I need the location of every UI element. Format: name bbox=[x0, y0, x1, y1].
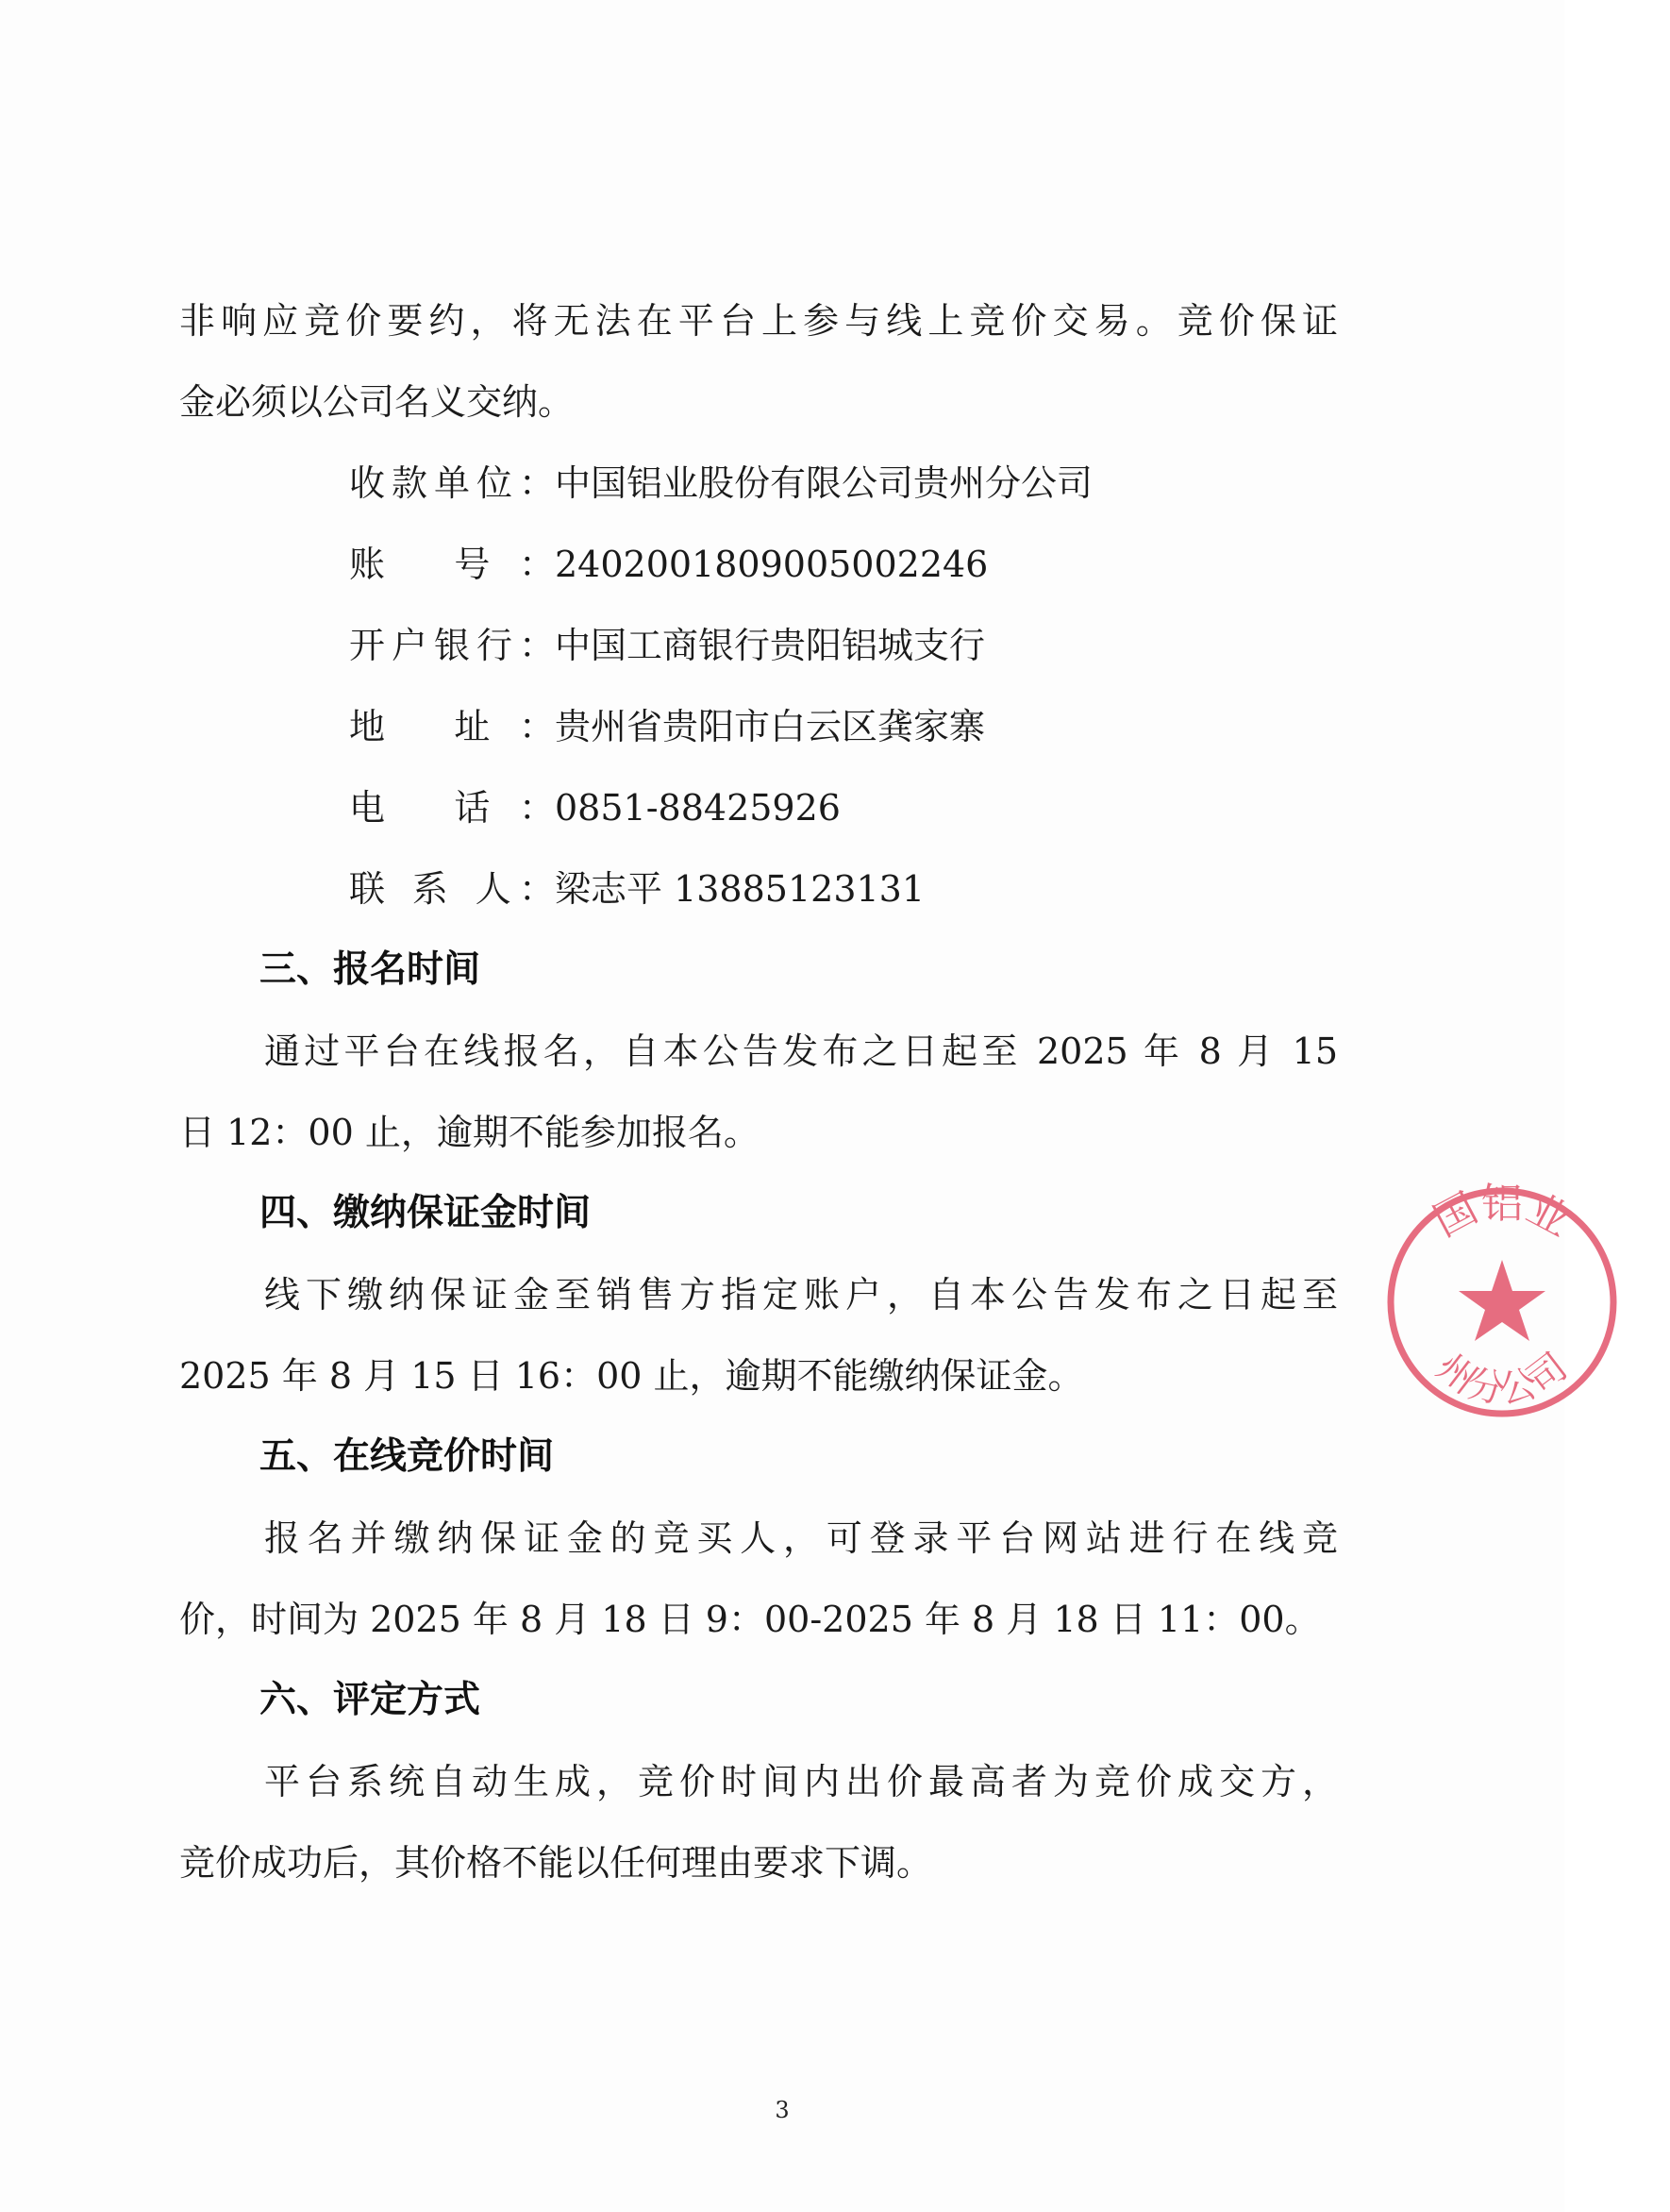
section-heading-registration: 三、报名时间 bbox=[259, 948, 481, 991]
account-label: 账 号： bbox=[349, 544, 555, 585]
account-label: 电 话： bbox=[349, 787, 555, 829]
account-row-address bbox=[349, 704, 985, 749]
account-row-bank bbox=[349, 623, 985, 668]
seal-top-text bbox=[1427, 1180, 1578, 1247]
section-line: 通过平台在线报名，自本公告发布之日起至 2025 年 8 月 15 bbox=[264, 1031, 1338, 1072]
section-heading-evaluation: 六、评定方式 bbox=[259, 1679, 481, 1721]
account-value: 0851-88425926 bbox=[555, 787, 841, 829]
seal-top-textpath: 国铝业 bbox=[1426, 1180, 1578, 1247]
section-line: 价，时间为 2025 年 8 月 18 日 9：00-2025 年 8 月 18 日 11：00。 bbox=[179, 1599, 1321, 1640]
account-row-contact bbox=[349, 866, 925, 912]
seal-bottom-textpath: 州分公司 bbox=[1428, 1345, 1576, 1413]
seal-star bbox=[1459, 1260, 1545, 1341]
account-row-payee bbox=[349, 461, 1093, 506]
account-label: 收款单位： bbox=[349, 462, 555, 504]
account-value: 贵州省贵阳市白云区龚家寨 bbox=[555, 706, 986, 747]
seal-stamp-icon bbox=[1387, 1147, 1670, 1458]
section-line: 日 12：00 止，逾期不能参加报名。 bbox=[179, 1112, 760, 1153]
section-line: 报名并缴纳保证金的竞买人，可登录平台网站进行在线竞 bbox=[264, 1517, 1338, 1559]
page-number: 3 bbox=[775, 2097, 790, 2123]
account-row-number bbox=[349, 542, 988, 587]
section-heading-deposit: 四、缴纳保证金时间 bbox=[259, 1192, 592, 1234]
intro-line-1: 非响应竞价要约，将无法在平台上参与线上竞价交易。竞价保证 bbox=[179, 300, 1338, 342]
intro-line-2: 金必须以公司名义交纳。 bbox=[179, 381, 575, 423]
company-seal bbox=[1387, 1147, 1578, 1458]
account-value: 中国铝业股份有限公司贵州分公司 bbox=[555, 462, 1094, 504]
account-value: 梁志平 13885123131 bbox=[555, 868, 926, 910]
account-value: 2402001809005002246 bbox=[555, 544, 989, 585]
account-label: 开户银行： bbox=[349, 625, 555, 666]
section-line: 线下缴纳保证金至销售方指定账户，自本公告发布之日起至 bbox=[264, 1274, 1338, 1315]
account-row-phone bbox=[349, 785, 841, 830]
section-line: 平台系统自动生成，竞价时间内出价最高者为竞价成交方， bbox=[264, 1761, 1338, 1802]
account-label: 地 址： bbox=[349, 706, 555, 747]
section-line: 2025 年 8 月 15 日 16：00 止，逾期不能缴纳保证金。 bbox=[179, 1355, 1084, 1397]
account-label: 联 系 人： bbox=[349, 868, 555, 910]
section-heading-bidding: 五、在线竞价时间 bbox=[259, 1435, 555, 1478]
account-value: 中国工商银行贵阳铝城支行 bbox=[555, 625, 986, 666]
section-line: 竞价成功后，其价格不能以任何理由要求下调。 bbox=[179, 1842, 933, 1884]
